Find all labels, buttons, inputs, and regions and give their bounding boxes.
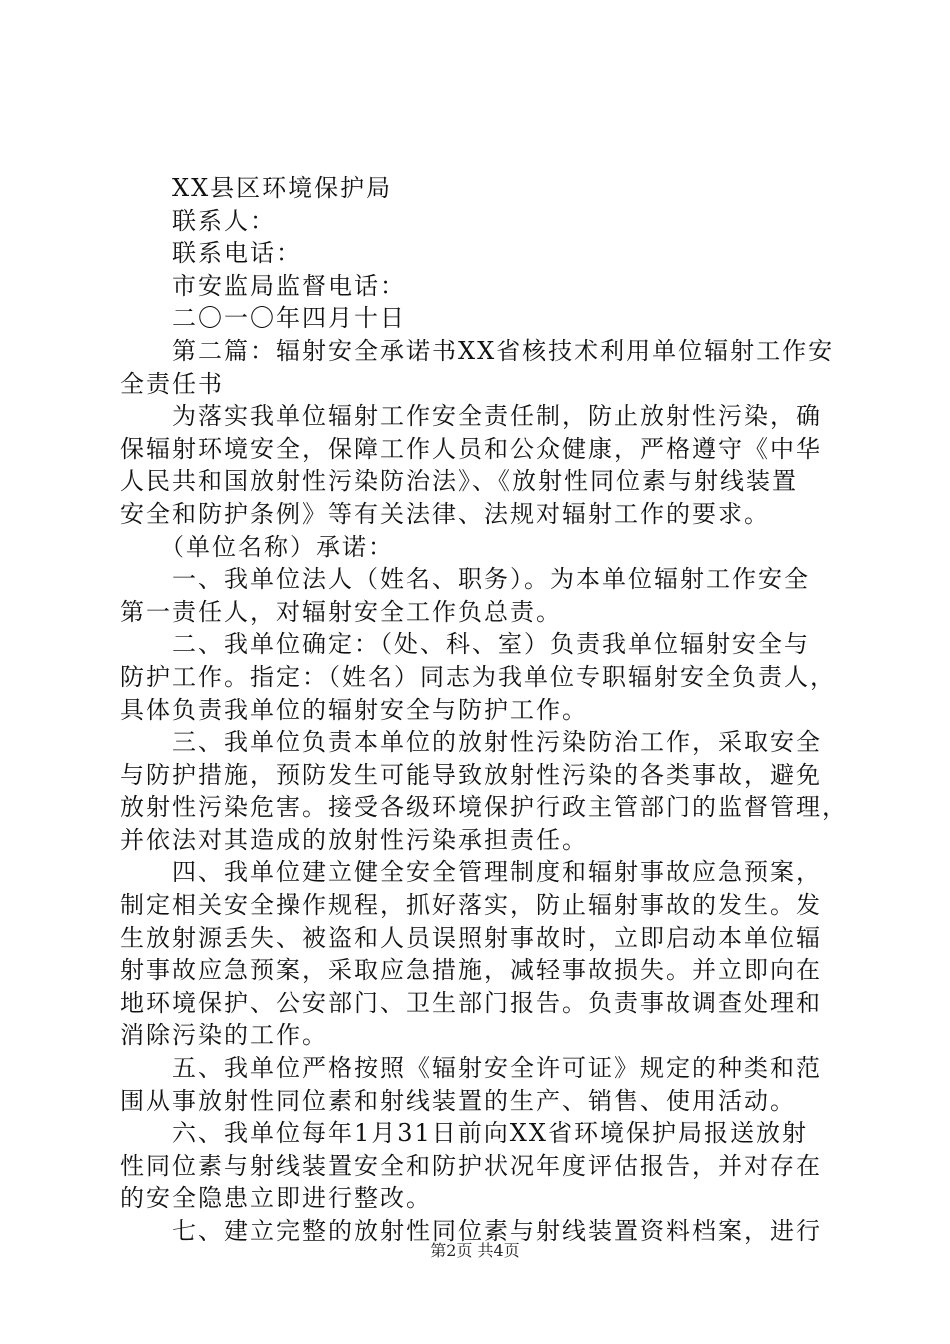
paragraph-line: 制定相关安全操作规程，抓好落实，防止辐射事故的发生。发: [120, 891, 822, 920]
paragraph-line: 安全和防护条例》等有关法律、法规对辐射工作的要求。: [120, 499, 770, 528]
page-number-label: 第2页 共4页: [430, 1241, 520, 1260]
paragraph-line: 为落实我单位辐射工作安全责任制，防止放射性污染，确: [120, 402, 822, 431]
text-line-contact: 联系人：: [120, 206, 276, 235]
text-line-supervision-phone: 市安监局监督电话：: [120, 271, 406, 300]
page-footer: [0, 1239, 950, 1263]
paragraph-line: （单位名称）承诺：: [120, 532, 394, 561]
paragraph-line: 七、建立完整的放射性同位素与射线装置资料档案，进行: [120, 1217, 822, 1245]
paragraph-line: 生放射源丢失、被盗和人员误照射事故时，立即启动本单位辐: [120, 923, 822, 952]
paragraph-line: 性同位素与射线装置安全和防护状况年度评估报告，并对存在: [120, 1151, 822, 1180]
paragraph-line: 的安全隐患立即进行整改。: [120, 1184, 432, 1213]
text-line-unit: XX县区环境保护局: [120, 174, 393, 202]
paragraph-line: 地环境保护、公安部门、卫生部门报告。负责事故调查处理和: [120, 988, 822, 1017]
paragraph-line: 并依法对其造成的放射性污染承担责任。: [120, 825, 588, 854]
paragraph-line: 消除污染的工作。: [120, 1021, 328, 1050]
text-line-phone: 联系电话：: [120, 239, 302, 268]
paragraph-line: 人民共和国放射性污染防治法》、《放射性同位素与射线装置: [120, 467, 798, 496]
paragraph-line: 射事故应急预案，采取应急措施，减轻事故损失。并立即向在: [120, 956, 822, 985]
paragraph-line: 一、我单位法人（姓名、职务）。为本单位辐射工作安全: [120, 565, 810, 594]
paragraph-line: 第一责任人，对辐射安全工作负总责。: [120, 597, 562, 626]
document-body: [120, 172, 848, 1248]
paragraph-line: 六、我单位每年1月31日前向XX省环境保护局报送放射: [120, 1119, 808, 1148]
paragraph-line: 具体负责我单位的辐射安全与防护工作。: [120, 695, 588, 724]
paragraph-line: 四、我单位建立健全安全管理制度和辐射事故应急预案，: [120, 858, 822, 887]
section-title: 第二篇：辐射安全承诺书XX省核技术利用单位辐射工作安: [120, 336, 835, 365]
paragraph-line: 与防护措施，预防发生可能导致放射性污染的各类事故，避免: [120, 760, 822, 789]
section-title-continued: 全责任书: [120, 369, 224, 398]
text-line-date: 二〇一〇年四月十日: [120, 304, 406, 333]
paragraph-line: 围从事放射性同位素和射线装置的生产、销售、使用活动。: [120, 1086, 796, 1115]
paragraph-line: 二、我单位确定：（处、科、室）负责我单位辐射安全与: [120, 630, 810, 659]
paragraph-line: 五、我单位严格按照《辐射安全许可证》规定的种类和范: [120, 1054, 822, 1083]
paragraph-line: 防护工作。指定：（姓名）同志为我单位专职辐射安全负责人，: [120, 662, 836, 691]
paragraph-line: 三、我单位负责本单位的放射性污染防治工作，采取安全: [120, 728, 822, 757]
paragraph-line: 放射性污染危害。接受各级环境保护行政主管部门的监督管理，: [120, 793, 848, 822]
paragraph-line: 保辐射环境安全，保障工作人员和公众健康，严格遵守《中华: [120, 434, 822, 463]
